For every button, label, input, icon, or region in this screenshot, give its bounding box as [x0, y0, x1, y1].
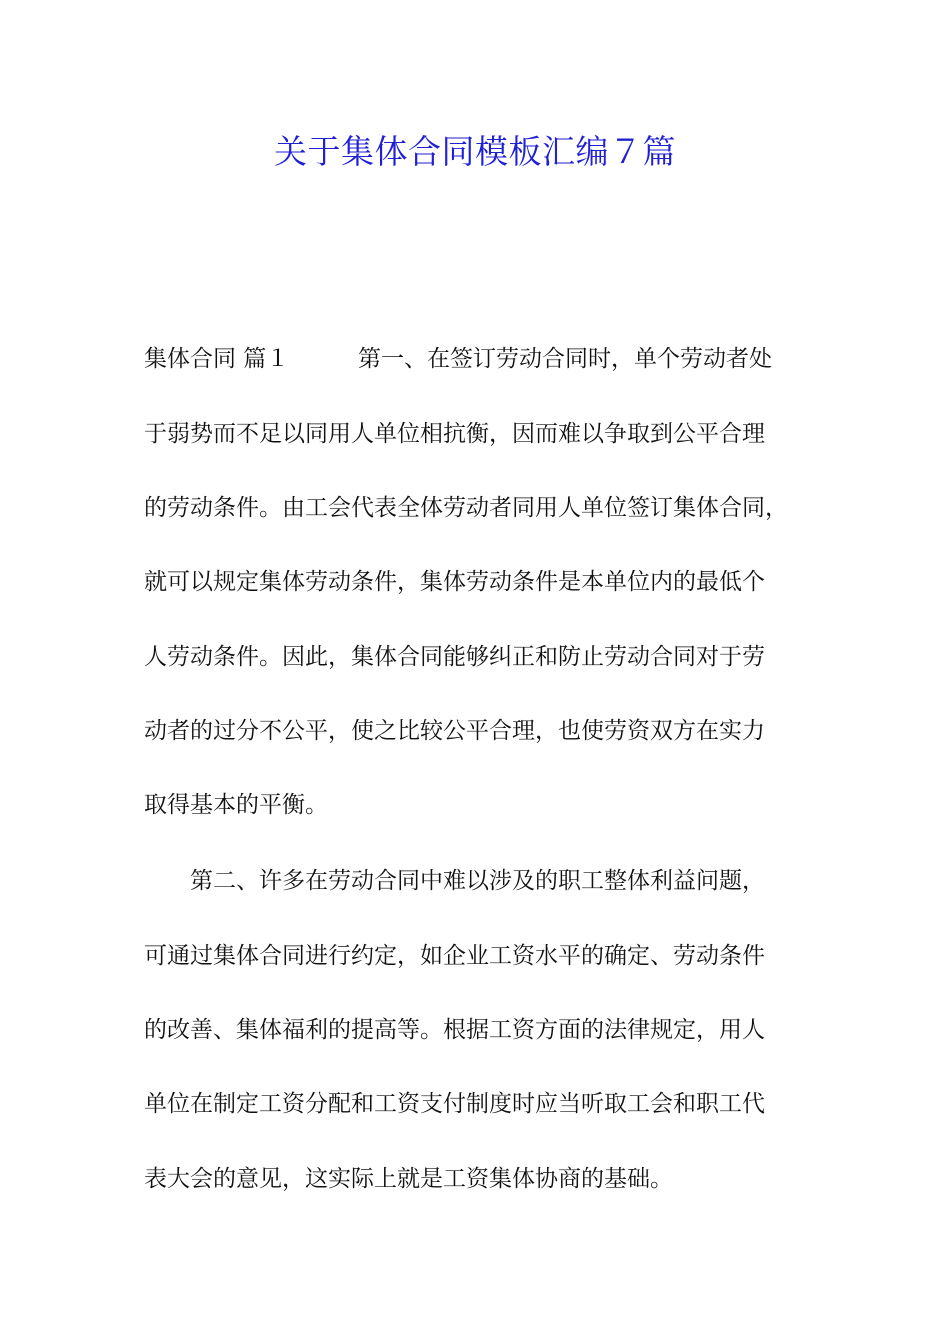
- body-line-11: 单位在制定工资分配和工资支付制度时应当听取工会和职工代: [144, 1091, 765, 1117]
- body-line-text: 第一、在签订劳动合同时，单个劳动者处: [358, 346, 772, 372]
- page-title: 关于集体合同模板汇编７篇: [274, 132, 676, 171]
- body-line-1: [144, 344, 824, 374]
- body-line-12: 表大会的意见，这实际上就是工资集体协商的基础。: [144, 1166, 673, 1192]
- body-line-2: 于弱势而不足以同用人单位相抗衡，因而难以争取到公平合理: [144, 421, 765, 447]
- section-label: 集体合同 篇１: [144, 346, 290, 372]
- body-line-3: 的劳动条件。由工会代表全体劳动者同用人单位签订集体合同，: [144, 495, 788, 521]
- body-line-4: 就可以规定集体劳动条件，集体劳动条件是本单位内的最低个: [144, 569, 765, 595]
- body-line-10: 的改善、集体福利的提高等。根据工资方面的法律规定，用人: [144, 1017, 765, 1043]
- body-line-7: 取得基本的平衡。: [144, 792, 328, 818]
- body-line-5: 人劳动条件。因此，集体合同能够纠正和防止劳动合同对于劳: [144, 644, 765, 670]
- body-line-9: 可通过集体合同进行约定，如企业工资水平的确定、劳动条件: [144, 943, 765, 969]
- body-line-6: 动者的过分不公平，使之比较公平合理，也使劳资双方在实力: [144, 718, 765, 744]
- body-line-8: 第二、许多在劳动合同中难以涉及的职工整体利益问题，: [144, 868, 765, 894]
